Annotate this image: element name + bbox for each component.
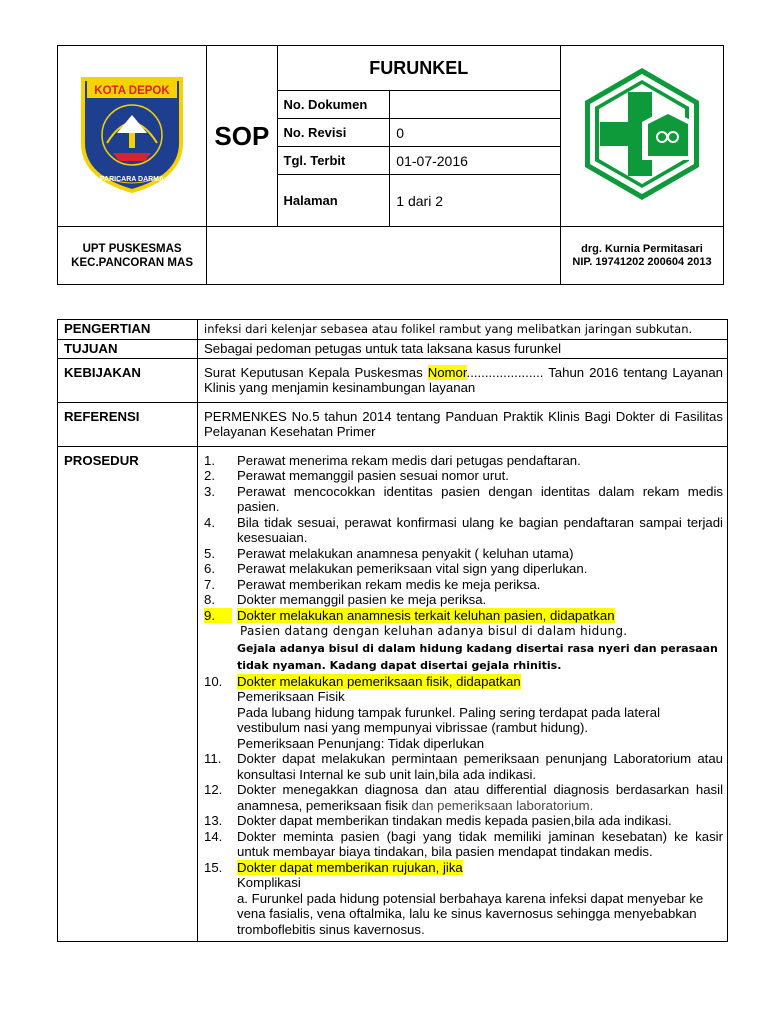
value-pengertian: [198, 320, 728, 340]
list-item: 6. Perawat melakukan pemeriksaan vital sign yang diperlukan.: [204, 561, 588, 576]
doctor-name: drg. Kurnia Permitasari: [581, 242, 703, 255]
list-item: 10. Dokter melakukan pemeriksaan fisik, didapatkan: [204, 673, 521, 689]
signatory: [561, 227, 724, 285]
field-label-no-dokumen: No. Dokumen: [277, 91, 390, 119]
list-item: 14. Dokter meminta pasien (bagi yang tidak memiliki jaminan kesebatan) ke kasir untuk membayar biaya tindakan, bila pasien mendapat tindakan medis.: [204, 828, 723, 859]
document-header: [57, 45, 724, 285]
value-tujuan: Sebagai pedoman petugas untuk tata laksana kasus furunkel: [198, 340, 728, 359]
organization-name: [58, 227, 207, 285]
field-value-halaman: 1 dari 2: [390, 175, 561, 227]
step10-sub: Pemeriksaan Fisik: [237, 689, 345, 704]
row-referensi: [58, 402, 728, 446]
field-label-halaman: Halaman: [277, 175, 390, 227]
org-line1: UPT PUSKESMAS: [82, 242, 182, 255]
field-value-tgl-terbit: 01-07-2016: [390, 147, 561, 175]
value-referensi: PERMENKES No.5 tahun 2014 tentang Panduan Praktik Klinis Bagi Dokter di Fasilitas Pelayanan Kesehatan Primer: [198, 402, 728, 446]
kota-depok-logo-cell: [58, 46, 207, 227]
kebijakan-text-b: ..................... Tahun 2016 tentang Layanan Klinis yang menjamin kesinambungan layanan: [204, 364, 723, 395]
field-value-no-dokumen: [390, 91, 561, 119]
emblem-title: KOTA DEPOK: [94, 84, 170, 97]
step9-line2: Gejala adanya bisul di dalam hidung kadang disertai rasa nyeri dan perasaan tidak nyaman. Kadang dapat disertai gejala rhinitis.: [237, 641, 718, 672]
field-value-no-revisi: 0: [390, 119, 561, 147]
sop-content-table: [57, 319, 728, 942]
step9-line1: Pasien datang dengan keluhan adanya bisul di dalam hidung.: [240, 624, 628, 638]
key-tujuan: TUJUAN: [58, 340, 198, 359]
list-item: 11. Dokter dapat melakukan permintaan pemeriksaan penunjang Laboratorium atau konsultasi Internal ke sub unit lain,bila ada indikasi.: [204, 751, 723, 782]
blank-cell: [207, 227, 561, 285]
org-line2: KEC.PANCORAN MAS: [71, 256, 193, 269]
step15-sub: Komplikasi: [237, 875, 301, 890]
list-item: 13. Dokter dapat memberikan tindakan medis kepada pasien,bila ada indikasi.: [204, 813, 672, 828]
emblem-motto: PARICARA DARMA: [100, 175, 165, 183]
key-referensi: REFERENSI: [58, 402, 198, 446]
key-kebijakan: KEBIJAKAN: [58, 358, 198, 402]
list-item: 8. Dokter memanggil pasien ke meja periksa.: [204, 592, 487, 607]
key-pengertian: PENGERTIAN: [58, 320, 198, 340]
row-pengertian: [58, 320, 728, 340]
puskesmas-logo-cell: [561, 46, 724, 227]
key-prosedur: PROSEDUR: [58, 446, 198, 942]
step10-sub: Pada lubang hidung tampak furunkel. Paling sering terdapat pada lateral vestibulum nasi yang mempunyai vibrissae (rambut hidung).: [237, 704, 661, 735]
kota-depok-emblem-icon: [77, 73, 187, 195]
step15-sub: a. Furunkel pada hidung potensial berbahaya karena infeksi dapat menyebar ke vena fasialis, vena oftalmika, lalu ke sinus kavernosus sehingga menyebabkan tromboflebitis sinus kavernosus.: [237, 890, 704, 937]
list-item: 15. Dokter dapat memberikan rujukan, jika: [204, 859, 463, 875]
row-prosedur: [58, 446, 728, 942]
procedure-steps: [204, 453, 723, 938]
pengertian-text: infeksi dari kelenjar sebasea atau folikel rambut yang melibatkan jaringan subkutan.: [204, 322, 693, 336]
sop-label: SOP: [207, 46, 277, 227]
field-label-no-revisi: No. Revisi: [277, 119, 390, 147]
puskesmas-logo-icon: [572, 64, 712, 204]
list-item: 9. Dokter melakukan anamnesis terkait keluhan pasien, didapatkan: [204, 607, 615, 623]
doctor-nip: NIP. 19741202 200604 2013: [572, 255, 712, 268]
value-kebijakan: [198, 358, 728, 402]
row-tujuan: [58, 340, 728, 359]
page-title: FURUNKEL: [277, 46, 561, 91]
step10-sub: Pemeriksaan Penunjang: Tidak diperlukan: [237, 735, 485, 751]
list-item: 1. Perawat menerima rekam medis dari petugas pendaftaran.: [204, 452, 581, 468]
list-item: 2. Perawat memanggil pasien sesuai nomor urut.: [204, 468, 509, 483]
kebijakan-highlight: Nomor: [427, 364, 467, 380]
list-item: 5. Perawat melakukan anamnesa penyakit ( keluhan utama): [204, 545, 574, 561]
step9-detail: [204, 623, 723, 640]
list-item: 12. Dokter menegakkan diagnosa dan atau differential diagnosis berdasarkan hasil anamnesa, pemeriksaan fisik dan pemeriksaan laboratorium.: [204, 782, 723, 813]
field-label-tgl-terbit: Tgl. Terbit: [277, 147, 390, 175]
step9-detail-2: [204, 640, 723, 674]
list-item: 7. Perawat memberikan rekam medis ke meja periksa.: [204, 576, 541, 592]
kebijakan-text-a: Surat Keputusan Kepala Puskesmas: [204, 364, 428, 380]
value-prosedur: [198, 446, 728, 942]
list-item: 3. Perawat mencocokkan identitas pasien dengan identitas dalam rekam medis pasien.: [204, 483, 723, 514]
row-kebijakan: [58, 358, 728, 402]
list-item: 4. Bila tidak sesuai, perawat konfirmasi ulang ke bagian pendaftaran sampai terjadi kesesuaian.: [204, 514, 723, 545]
